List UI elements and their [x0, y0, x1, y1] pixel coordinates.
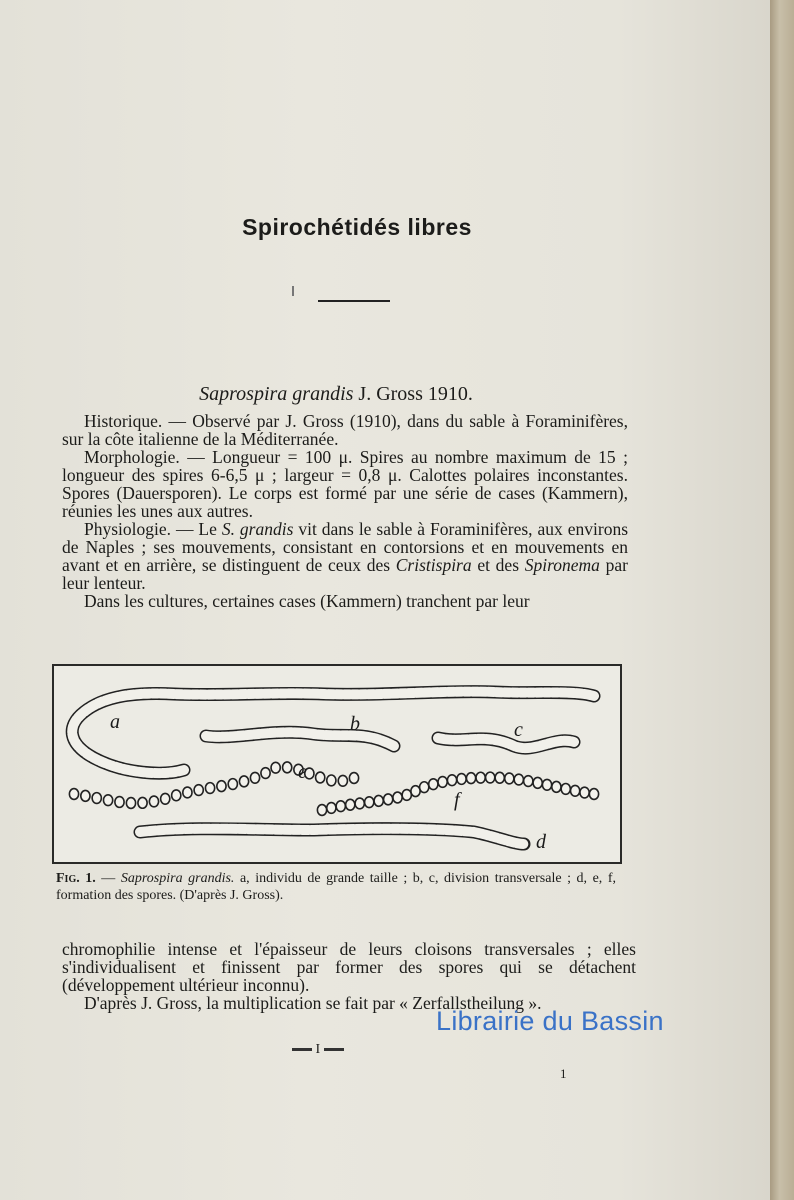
spore-bead — [466, 773, 475, 784]
species-name: Saprospira grandis — [199, 383, 354, 405]
spore-bead — [438, 777, 447, 788]
spore-bead — [228, 779, 237, 790]
paragraph-morphologie: Morphologie. — Longueur = 100 μ. Spires au nombre maximum de 15 ; longueur des spires 6-6,5 μ ; largeur = 0,8 μ. Calottes polaires inconstantes. Spores (Dauersporen). Le corps est formé par une série de cases (Kammern), réunies les unes aux autres. — [62, 447, 628, 521]
spore-bead — [420, 782, 429, 793]
spore-bead — [138, 797, 147, 808]
watermark-text: Librairie du Bassin — [436, 1006, 664, 1036]
spore-bead — [402, 790, 411, 801]
spore-bead — [495, 772, 504, 783]
paragraph-continuation: chromophilie intense et l'épaisseur de leurs cloisons transversales ; elles s'individualisent et finissent par former des spores qui se détachent (développement ultérieur inconnu). — [62, 939, 636, 995]
figure-drawing — [54, 666, 620, 862]
spore-bead — [81, 790, 90, 801]
species-author: J. Gross 1910. — [358, 383, 473, 405]
label-e: e — [298, 761, 307, 783]
spore-bead — [316, 772, 325, 783]
spore-bead — [542, 779, 551, 790]
spore-bead — [355, 798, 364, 809]
spore-bead — [205, 783, 214, 794]
page-number: I — [292, 1042, 344, 1058]
spore-bead — [183, 787, 192, 798]
paragraph-multiplication: D'après J. Gross, la multiplication se fait par « Zerfallstheilung ». — [84, 993, 542, 1013]
spore-bead — [580, 787, 589, 798]
spore-bead — [429, 779, 438, 790]
spore-bead — [172, 790, 181, 801]
label-b: b — [350, 713, 360, 735]
body-text-continued — [62, 940, 636, 1012]
caption-species: Saprospira grandis. — [120, 871, 235, 886]
label-a: a — [110, 711, 120, 733]
spore-bead — [411, 786, 420, 797]
spore-bead — [447, 775, 456, 786]
spore-bead — [161, 793, 170, 804]
spore-bead — [561, 783, 570, 794]
spore-bead — [384, 794, 393, 805]
paragraph-physiologie: Physiologie. — Le S. grandis vit dans le sable à Foraminifères, aux environs de Naples ; ses mouvements, consistant en contorsions et en mouvements en avant et en arrière, se distinguent de ceux des Cristispira et des Spironema par leur lenteur. — [62, 519, 629, 593]
spore-bead — [476, 772, 485, 783]
spore-bead — [317, 805, 326, 816]
spore-bead — [217, 781, 226, 792]
spore-bead — [239, 776, 248, 787]
caption-label: Fig. 1. — [56, 871, 96, 886]
spore-bead — [393, 792, 402, 803]
spore-bead — [457, 774, 466, 785]
spore-bead — [533, 777, 542, 788]
label-d: d — [536, 831, 546, 853]
spore-bead — [327, 803, 336, 814]
spore-bead — [349, 773, 358, 784]
label-c: c — [514, 719, 523, 741]
spore-bead — [374, 795, 383, 806]
paragraph-cultures: Dans les cultures, certaines cases (Kammern) tranchent par leur — [84, 591, 530, 611]
spore-bead — [194, 785, 203, 796]
spore-bead — [338, 775, 347, 786]
organism-b — [206, 732, 394, 746]
species-heading — [0, 383, 672, 406]
page-edge — [770, 0, 794, 1200]
caption-text: a, individu de grande taille ; b, c, division transversale ; d, e, f, formation des spores. (D'après J. Gross). — [56, 871, 616, 903]
spore-bead — [149, 796, 158, 807]
spore-bead — [115, 797, 124, 808]
spore-bead — [486, 772, 495, 783]
spore-bead — [505, 773, 514, 784]
spore-bead — [589, 789, 598, 800]
label-f: f — [454, 789, 460, 811]
organism-d — [140, 829, 524, 844]
pencil-mark — [292, 286, 294, 296]
spore-bead — [271, 762, 280, 773]
spore-bead — [514, 774, 523, 785]
spore-bead — [103, 795, 112, 806]
spore-bead — [524, 776, 533, 787]
spore-bead — [250, 772, 259, 783]
spore-bead — [261, 768, 270, 779]
spore-bead — [69, 789, 78, 800]
spore-bead — [365, 797, 374, 808]
organism-c — [438, 738, 574, 748]
title-rule — [318, 300, 390, 302]
spore-bead — [283, 762, 292, 773]
spore-bead — [346, 799, 355, 810]
spore-bead — [92, 793, 101, 804]
spore-bead — [552, 781, 561, 792]
spore-bead — [571, 785, 580, 796]
paragraph-historique: Historique. — Observé par J. Gross (1910), dans du sable à Foraminifères, sur la côte italienne de la Méditerranée. — [62, 411, 628, 449]
spore-bead — [327, 775, 336, 786]
spore-bead — [336, 801, 345, 812]
signature-number: 1 — [560, 1066, 567, 1081]
figure-illustration — [52, 664, 622, 864]
body-text — [62, 412, 628, 610]
figure-caption: Fig. 1. — Saprospira grandis. a, individu de grande taille ; b, c, division transversale ; d, e, f, formation des spores. (D'après J. Gross). — [56, 871, 616, 903]
page-title: Spirochétidés libres — [242, 214, 472, 240]
spore-bead — [126, 798, 135, 809]
